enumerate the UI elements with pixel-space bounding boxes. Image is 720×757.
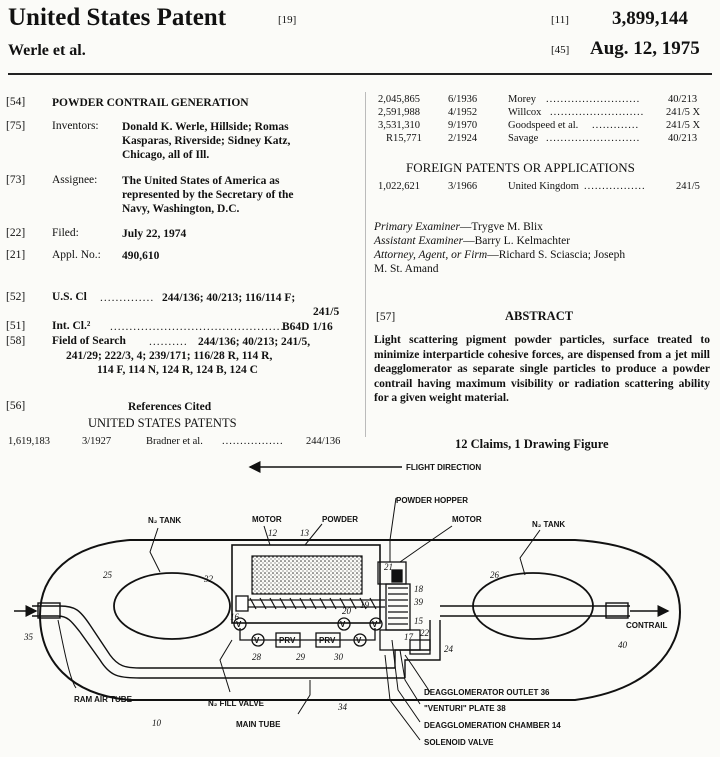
us-cl-value: 244/136; 40/213; 116/114 F; (162, 292, 296, 304)
numeral-25: 25 (103, 570, 112, 580)
n2-fill-valve-label: N₂ FILL VALVE (208, 699, 264, 708)
main-tube-label: MAIN TUBE (236, 720, 281, 729)
deagglomerator-outlet-label: DEAGGLOMERATOR OUTLET 36 (424, 688, 550, 697)
ref-name: Goodspeed et al. (508, 120, 579, 131)
abstract-text: Light scattering pigment powder particles, surface treated to minimize interparticle cohesive forces, are dispensed from a jet mill deagglomerator as separate single particles to produce a powder contrail having maximum visibility or radiation scattering ability for a given weight material. (374, 334, 710, 404)
ref-class: 40/213 (668, 133, 698, 144)
motor-left-label: MOTOR (252, 515, 282, 524)
primary-examiner-name: —Trygve M. Blix (459, 221, 543, 233)
contrail-label: CONTRAIL (626, 621, 668, 630)
appl-label: Appl. No.: (52, 249, 101, 261)
ref-name: Morey (508, 94, 536, 105)
field-line-2: 241/29; 222/3, 4; 239/171; 116/28 R, 114 R, (66, 350, 273, 362)
ref-number: 2,045,865 (378, 94, 420, 105)
title-field-code: [54] (6, 96, 26, 108)
ref-number: 2,591,988 (378, 107, 420, 118)
attorney-line-2: M. St. Amand (374, 263, 439, 275)
primary-examiner-label: Primary Examiner (374, 221, 460, 233)
prv-2: PRV (319, 636, 336, 645)
numeral-26: 26 (490, 570, 499, 580)
assignee-line-1: The United States of America as (122, 175, 280, 187)
numeral-16: 16 (230, 612, 239, 622)
title-code: [19] (278, 14, 297, 26)
field-line-1: 244/136; 40/213; 241/5, (198, 336, 311, 348)
inventors-short: Werle et al. (8, 42, 86, 59)
numeral-28: 28 (252, 652, 261, 662)
numeral-39: 39 (414, 597, 423, 607)
powder-fill (252, 556, 362, 594)
ram-air-tube-label: RAM AIR TUBE (74, 695, 132, 704)
numeral-40: 40 (618, 640, 627, 650)
foreign-title: FOREIGN PATENTS OR APPLICATIONS (406, 160, 635, 175)
us-cl-label: U.S. Cl (52, 291, 87, 303)
patent-heading: United States Patent (8, 4, 227, 31)
foreign-date: 3/1966 (448, 181, 478, 192)
inventors-label: Inventors: (52, 120, 99, 132)
numeral-15: 15 (414, 616, 423, 626)
ref-number: R15,771 (386, 133, 422, 144)
numeral-13: 13 (300, 528, 309, 538)
left-ref-name: Bradner et al. (146, 436, 203, 447)
numeral-34: 34 (338, 702, 347, 712)
valve-v-2: V (254, 636, 260, 645)
powder-hopper-label: POWDER HOPPER (396, 496, 469, 505)
numeral-30: 30 (334, 652, 343, 662)
numeral-10: 10 (152, 718, 161, 728)
numeral-21: 21 (384, 562, 393, 572)
numeral-20: 20 (342, 606, 351, 616)
valve-v-4: V (356, 636, 362, 645)
foreign-class: 241/5 (676, 181, 700, 192)
n2-tank-left-label: N₂ TANK (148, 516, 182, 525)
ref-name: Willcox (508, 107, 542, 118)
numeral-32: 32 (204, 574, 213, 584)
left-ref-class: 244/136 (306, 436, 341, 447)
numeral-29: 29 (296, 652, 305, 662)
int-cl-label: Int. Cl.² (52, 320, 91, 332)
attorney-name: —Richard S. Sciascia; Joseph (487, 249, 626, 261)
abstract-title: ABSTRACT (505, 309, 574, 323)
inventors-code: [75] (6, 120, 26, 132)
int-cl-value: B64D 1/16 (282, 321, 333, 333)
deagglomeration-chamber-label: DEAGGLOMERATION CHAMBER 14 (424, 721, 561, 730)
venturi-plate-label: "VENTURI" PLATE 38 (424, 704, 506, 713)
filed-code: [22] (6, 227, 26, 239)
flight-direction-label: FLIGHT DIRECTION (406, 463, 482, 472)
field-label: Field of Search (52, 335, 126, 347)
ref-name: Savage (508, 133, 539, 144)
filed-date: July 22, 1974 (122, 228, 187, 240)
filed-label: Filed: (52, 227, 79, 239)
patent-date: Aug. 12, 1975 (590, 38, 700, 59)
attorney-label: Attorney, Agent, or Firm (374, 249, 488, 261)
numeral-35: 35 (24, 632, 33, 642)
n2-tank-right-label: N₂ TANK (532, 520, 566, 529)
ref-number: 3,531,310 (378, 120, 420, 131)
us-cl-value-2: 241/5 (313, 306, 340, 318)
valve-v-1: V (236, 620, 242, 629)
ref-class: 40/213 (668, 94, 698, 105)
assignee-label: Assignee: (52, 174, 98, 186)
numeral-18: 18 (414, 584, 423, 594)
powder-label: POWDER (322, 515, 358, 524)
ref-date: 6/1936 (448, 94, 478, 105)
ref-class: 241/5 X (666, 120, 701, 131)
assignee-line-2: represented by the Secretary of the (122, 189, 294, 201)
assistant-examiner-label: Assistant Examiner (374, 235, 464, 247)
abstract-code: [57] (376, 311, 396, 323)
numeral-19: 19 (360, 600, 369, 610)
field-code: [58] (6, 335, 26, 347)
motor-right-label: MOTOR (452, 515, 482, 524)
ref-date: 4/1952 (448, 107, 478, 118)
appl-code: [21] (6, 249, 26, 261)
assignee-code: [73] (6, 174, 26, 186)
ref-class: 241/5 X (666, 107, 701, 118)
foreign-number: 1,022,621 (378, 181, 420, 192)
appl-number: 490,610 (122, 250, 160, 262)
inventors-line-1: Donald K. Werle, Hillside; Romas (122, 121, 289, 133)
refs-title: References Cited (128, 401, 212, 413)
assignee-line-3: Navy, Washington, D.C. (122, 203, 240, 215)
left-ref-number: 1,619,183 (8, 436, 50, 447)
us-patents-title: UNITED STATES PATENTS (88, 416, 237, 430)
number-code: [11] (551, 14, 569, 26)
numeral-17: 17 (404, 632, 413, 642)
inventors-line-2: Kasparas, Riverside; Sidney Katz, (122, 135, 291, 147)
auger-motor (236, 596, 248, 611)
numeral-22: 22 (420, 628, 429, 638)
field-line-3: 114 F, 114 N, 124 R, 124 B, 124 C (97, 364, 258, 376)
valve-v-5: V (372, 620, 378, 629)
int-cl-code: [51] (6, 320, 26, 332)
claims-line: 12 Claims, 1 Drawing Figure (455, 437, 609, 451)
valve-v-3: V (340, 620, 346, 629)
inventors-line-3: Chicago, all of Ill. (122, 149, 210, 161)
invention-title: POWDER CONTRAIL GENERATION (52, 97, 249, 109)
solenoid-valve-label: SOLENOID VALVE (424, 738, 494, 747)
date-code: [45] (551, 44, 570, 56)
ref-date: 2/1924 (448, 133, 478, 144)
numeral-12: 12 (268, 528, 277, 538)
foreign-name: United Kingdom (508, 181, 579, 192)
assistant-examiner-name: —Barry L. Kelmachter (463, 235, 571, 247)
prv-1: PRV (279, 636, 296, 645)
left-ref-date: 3/1927 (82, 436, 112, 447)
patent-number: 3,899,144 (612, 8, 688, 29)
ref-date: 9/1970 (448, 120, 478, 131)
us-cl-code: [52] (6, 291, 26, 303)
refs-code: [56] (6, 400, 26, 412)
numeral-24: 24 (444, 644, 453, 654)
